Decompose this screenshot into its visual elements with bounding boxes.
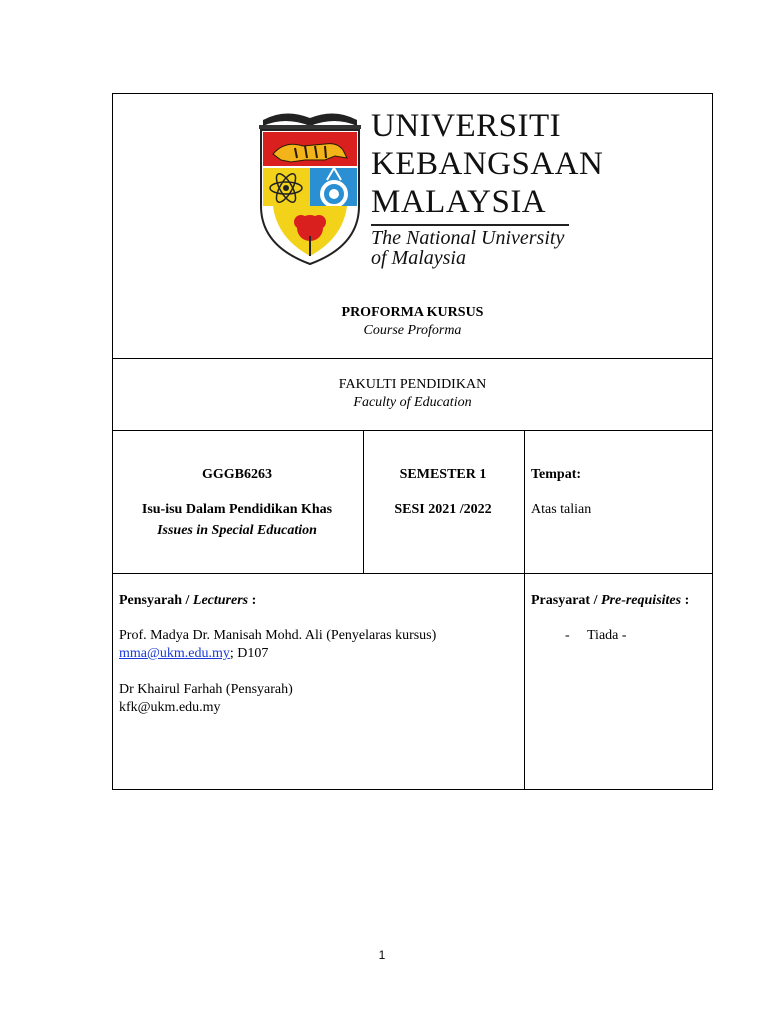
proforma-subtitle: Course Proforma bbox=[363, 323, 462, 338]
lecturer-1-contact: mma@ukm.edu.my; D107 bbox=[119, 646, 269, 661]
venue-label: Tempat: bbox=[531, 467, 582, 482]
row-divider bbox=[113, 358, 712, 359]
lecturer-1-name: Prof. Madya Dr. Manisah Mohd. Ali (Penyelaras kursus) bbox=[119, 628, 437, 643]
course-name-en: Issues in Special Education bbox=[157, 523, 317, 538]
row-divider bbox=[113, 430, 712, 431]
logo-tagline-1: The National University bbox=[371, 227, 565, 249]
col-divider bbox=[524, 430, 525, 790]
lecturer-2-name: Dr Khairul Farhah (Pensyarah) bbox=[119, 682, 293, 697]
logo-tagline-2: of Malaysia bbox=[371, 247, 466, 269]
ukm-logo bbox=[255, 106, 604, 271]
course-code: GGGB6263 bbox=[201, 467, 272, 482]
prereq-label: Prasyarat / Pre-requisites : bbox=[531, 593, 690, 608]
venue-value: Atas talian bbox=[531, 502, 592, 517]
proforma-title: PROFORMA KURSUS bbox=[341, 305, 484, 320]
ukm-crest-icon bbox=[255, 106, 365, 266]
course-name: Isu-isu Dalam Pendidikan Khas bbox=[141, 502, 333, 517]
prereq-bullet: - bbox=[565, 628, 570, 643]
logo-line-malaysia: MALAYSIA bbox=[371, 184, 547, 220]
logo-line-universiti: UNIVERSITI bbox=[371, 108, 562, 144]
lecturer-2-email: kfk@ukm.edu.my bbox=[119, 700, 221, 715]
page-number: 1 bbox=[378, 948, 386, 962]
logo-line-kebangsaan: KEBANGSAAN bbox=[371, 146, 604, 182]
prereq-value: Tiada - bbox=[587, 628, 627, 643]
logo-rule bbox=[371, 224, 569, 226]
semester: SEMESTER 1 bbox=[399, 467, 487, 482]
lecturers-label: Pensyarah / Lecturers : bbox=[119, 593, 257, 608]
row-divider bbox=[113, 573, 712, 574]
faculty-name-en: Faculty of Education bbox=[353, 395, 472, 410]
session: SESI 2021 /2022 bbox=[394, 502, 492, 517]
lecturer-1-email-link[interactable]: mma@ukm.edu.my bbox=[119, 646, 230, 661]
faculty-name: FAKULTI PENDIDIKAN bbox=[338, 377, 487, 392]
